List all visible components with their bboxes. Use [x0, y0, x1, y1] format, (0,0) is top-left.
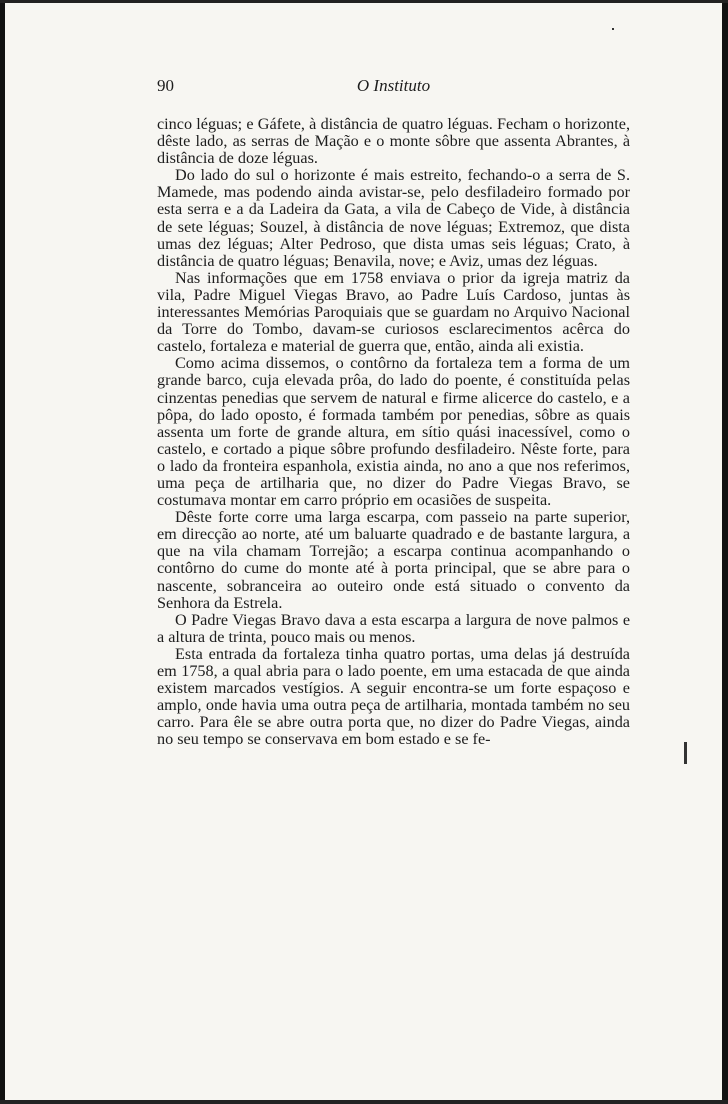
scan-border-right	[722, 0, 728, 1104]
page-header	[157, 76, 630, 100]
scan-border-left	[0, 0, 5, 1104]
scan-border-bottom	[0, 1100, 728, 1104]
running-title: O Instituto	[356, 76, 431, 95]
paragraph-5: Dêste forte corre uma larga escarpa, com passeio na parte superior, em direcção ao norte, até um baluarte quadrado e de bastante largura, a que na vila chamam Torrejão; a escarpa continua acompanhando o contôrno do cume do monte até à porta principal, que se abre para o nascente, sobranceira ao outeiro onde está situado o convento da Senhora da Estrela.	[157, 508, 630, 612]
paragraph-4: Como acima dissemos, o contôrno da fortaleza tem a forma de um grande barco, cuja elevada prôa, do lado do poente, é constituída pelas cinzentas penedias que servem de natural e firme alicerce do castelo, e a pôpa, do lado oposto, é formada também por penedias, sôbre as quais assenta um forte de grande altura, em sítio quási inacessível, como o castelo, e cortado a pique sôbre profundo desfiladeiro. Nêste forte, para o lado da fronteira espanhola, existia ainda, no ano a que nos referimos, uma peça de artilharia que, no dizer do Padre Viegas Bravo, se costumava montar em carro próprio em ocasiões de suspeita.	[157, 354, 630, 510]
paragraph-6: O Padre Viegas Bravo dava a esta escarpa a largura de nove palmos e a altura de trinta, pouco mais ou menos.	[157, 610, 630, 646]
paragraph-3: Nas informações que em 1758 enviava o prior da igreja matriz da vila, Padre Miguel Viegas Bravo, ao Padre Luís Cardoso, juntas às interessantes Memórias Paroquiais que se guardam no Arquivo Nacional da Torre do Tombo, davam-se curiosos esclarecimentos acêrca do castelo, fortaleza e material de guerra que, então, ainda ali existia.	[157, 268, 630, 356]
scan-border-top	[0, 0, 728, 3]
paragraph-1: cinco léguas; e Gáfete, à distância de quatro léguas. Fecham o horizonte, dêste lado, as serras de Mação e o monte sôbre que assenta Abrantes, à distância de doze léguas.	[157, 115, 630, 168]
page-number: 90	[157, 76, 174, 95]
paragraph-7: Esta entrada da fortaleza tinha quatro portas, uma delas já destruída em 1758, a qual abria para o lado poente, em uma estacada de que ainda existem marcados vestígios. A seguir encontra-se um forte espaçoso e amplo, onde havia uma outra peça de artilharia, montada também no seu carro. Para êle se abre outra porta que, no dizer do Padre Viegas, ainda no seu tempo se conservava em bom estado e se fe-	[157, 644, 630, 749]
paragraph-2: Do lado do sul o horizonte é mais estreito, fechando-o a serra de S. Mamede, mas podendo ainda avistar-se, pelo desfiladeiro formado por esta serra e a da Ladeira da Gata, a vila de Cabeço de Vide, à distância de sete léguas; Souzel, à distância de nove léguas; Extremoz, que dista umas dez léguas; Alter Pedroso, que dista umas seis léguas; Crato, à distância de quatro léguas; Benavila, nove; e Aviz, umas dez léguas.	[157, 166, 630, 270]
body-text	[157, 116, 630, 748]
scan-speck	[612, 28, 614, 30]
scan-speck	[684, 742, 687, 764]
